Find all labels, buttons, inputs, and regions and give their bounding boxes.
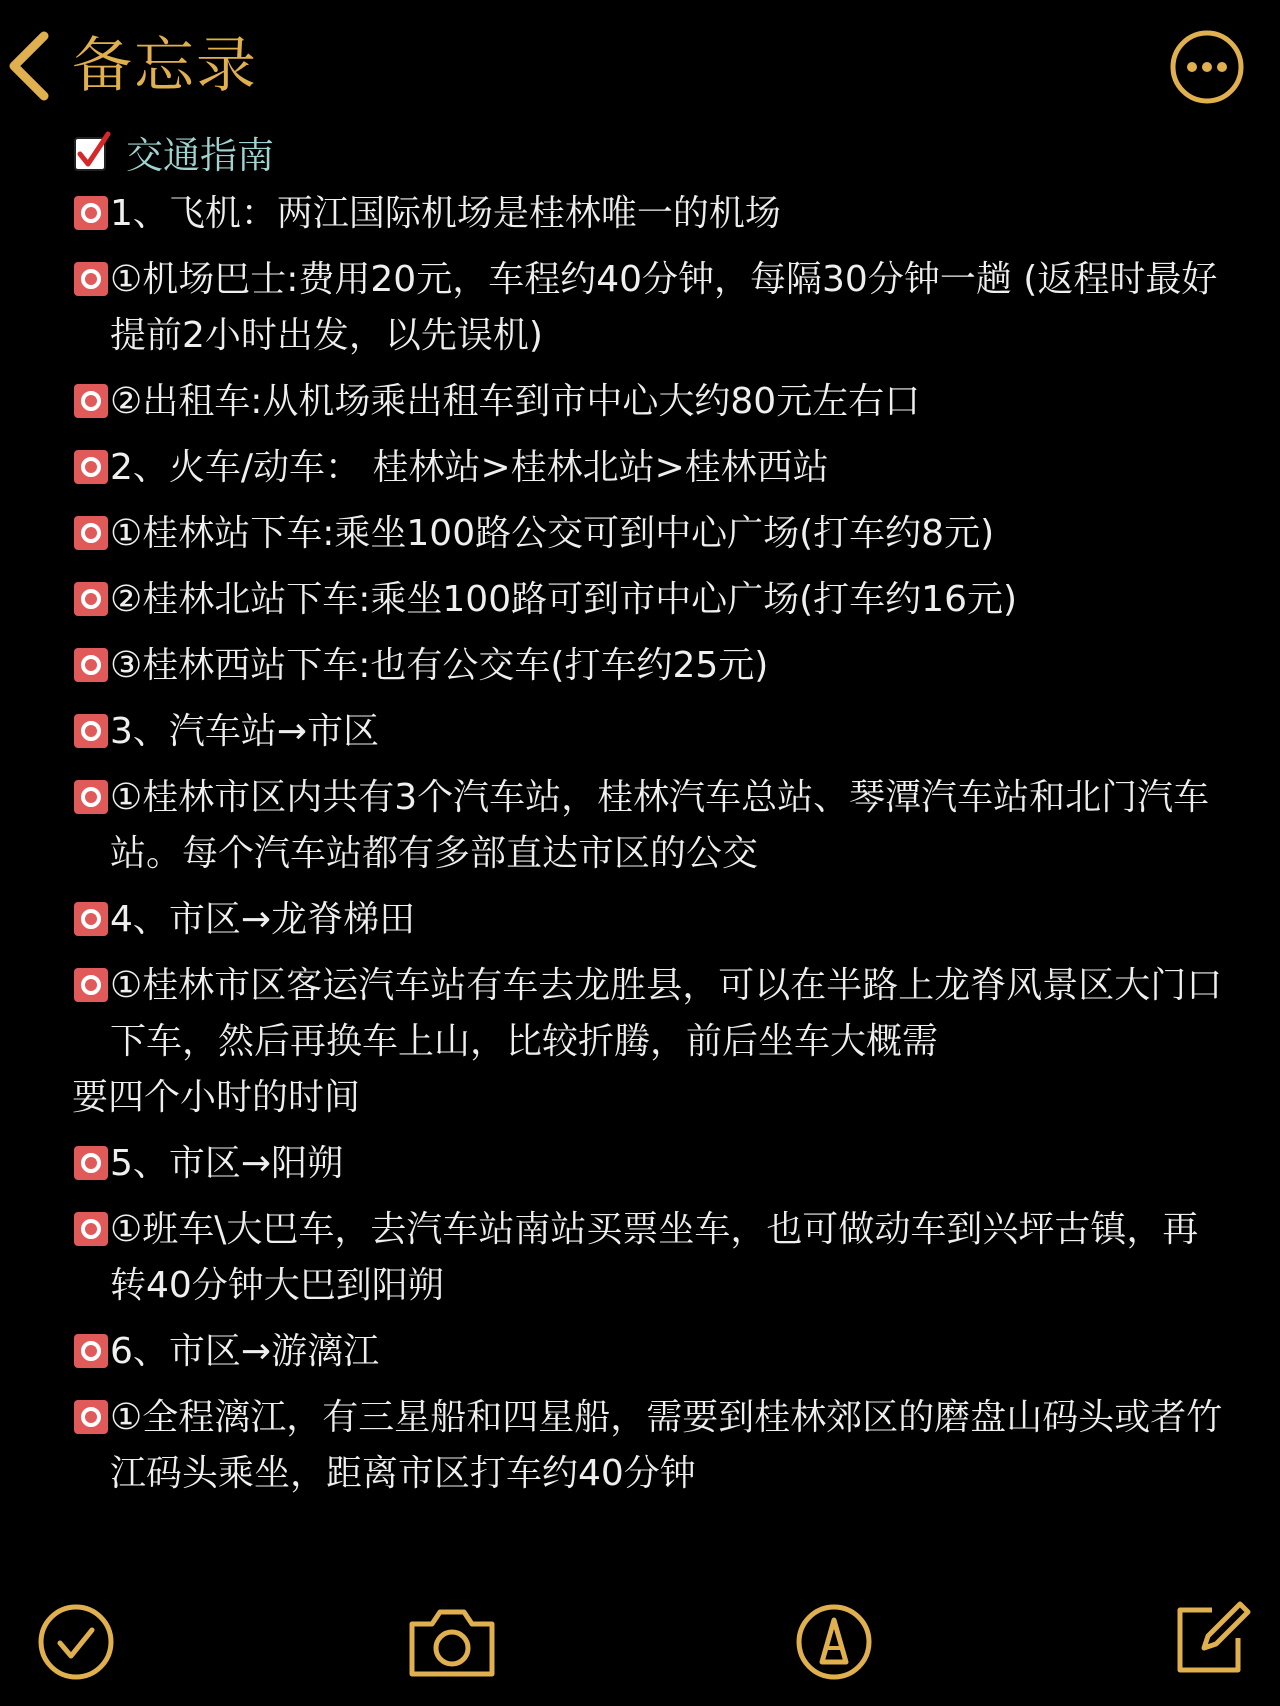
more-icon[interactable] <box>1168 28 1246 106</box>
line-text: 6、市区→游漓江 <box>110 1331 380 1372</box>
checkbox-icon <box>72 130 114 174</box>
list-item <box>72 1324 1232 1380</box>
compose-icon[interactable] <box>1168 1596 1252 1680</box>
line-text: 5、市区→阳朔 <box>110 1143 344 1184</box>
o-button-icon <box>72 448 110 486</box>
note-body[interactable] <box>72 122 1232 1512</box>
line-continuation: 要四个小时的时间 <box>72 1077 361 1118</box>
pen-icon[interactable] <box>792 1600 876 1684</box>
list-item <box>72 506 1232 562</box>
o-button-icon <box>72 1398 110 1436</box>
line-text: ③桂林西站下车:也有公交车(打车约25元) <box>110 645 769 686</box>
line-text: ①机场巴士:费用20元，车程约40分钟，每隔30分钟一趟 (返程时最好提前2小时出发，以先误机) <box>110 259 1218 356</box>
o-button-icon <box>72 900 110 938</box>
line-text: 3、汽车站→市区 <box>110 711 380 752</box>
list-item <box>72 1390 1232 1502</box>
o-button-icon <box>72 1332 110 1370</box>
o-button-icon <box>72 580 110 618</box>
list-item <box>72 1136 1232 1192</box>
list-item <box>72 1202 1232 1314</box>
line-text: ①桂林市区客运汽车站有车去龙胜县，可以在半路上龙脊风景区大门口下车，然后再换车上山，比较折腾，前后坐车大概需 <box>110 965 1223 1062</box>
page-title: 备忘录 <box>72 31 258 101</box>
line-text: ①全程漓江，有三星船和四星船，需要到桂林郊区的磨盘山码头或者竹江码头乘坐，距离市区打车约40分钟 <box>110 1397 1223 1494</box>
list-item <box>72 958 1232 1070</box>
line-text: ①桂林市区内共有3个汽车站，桂林汽车总站、琴潭汽车站和北门汽车站。每个汽车站都有多部直达市区的公交 <box>110 777 1210 874</box>
o-button-icon <box>72 778 110 816</box>
o-button-icon <box>72 194 110 232</box>
o-button-icon <box>72 1210 110 1248</box>
list-item <box>72 892 1232 948</box>
list-item <box>72 572 1232 628</box>
bottom-toolbar <box>0 1580 1280 1700</box>
line-text: 2、火车/动车： 桂林站>桂林北站>桂林西站 <box>110 447 829 488</box>
back-icon[interactable] <box>2 28 62 104</box>
line-text: ①班车\大巴车，去汽车站南站买票坐车，也可做动车到兴坪古镇，再转40分钟大巴到阳朔 <box>110 1209 1199 1306</box>
o-button-icon <box>72 514 110 552</box>
checkmark-circle-icon[interactable] <box>34 1600 118 1684</box>
line-text: 1、飞机：两江国际机场是桂林唯一的机场 <box>110 193 781 234</box>
o-button-icon <box>72 712 110 750</box>
list-item <box>72 186 1232 242</box>
camera-icon[interactable] <box>404 1602 500 1682</box>
list-item <box>72 440 1232 496</box>
line-text: 4、市区→龙脊梯田 <box>110 899 416 940</box>
list-item <box>72 770 1232 882</box>
heading-text: 交通指南 <box>126 134 274 177</box>
list-item <box>72 638 1232 694</box>
o-button-icon <box>72 646 110 684</box>
o-button-icon <box>72 966 110 1004</box>
o-button-icon <box>72 260 110 298</box>
note-heading <box>72 122 1232 182</box>
list-item <box>72 252 1232 364</box>
o-button-icon <box>72 382 110 420</box>
line-text: ①桂林站下车:乘坐100路公交可到中心广场(打车约8元) <box>110 513 995 554</box>
list-item <box>72 704 1232 760</box>
line-text: ②出租车:从机场乘出租车到市中心大约80元左右口 <box>110 381 921 422</box>
list-item <box>72 374 1232 430</box>
navigation-bar <box>0 0 1280 130</box>
line-text: ②桂林北站下车:乘坐100路可到市中心广场(打车约16元) <box>110 579 1018 620</box>
o-button-icon <box>72 1144 110 1182</box>
